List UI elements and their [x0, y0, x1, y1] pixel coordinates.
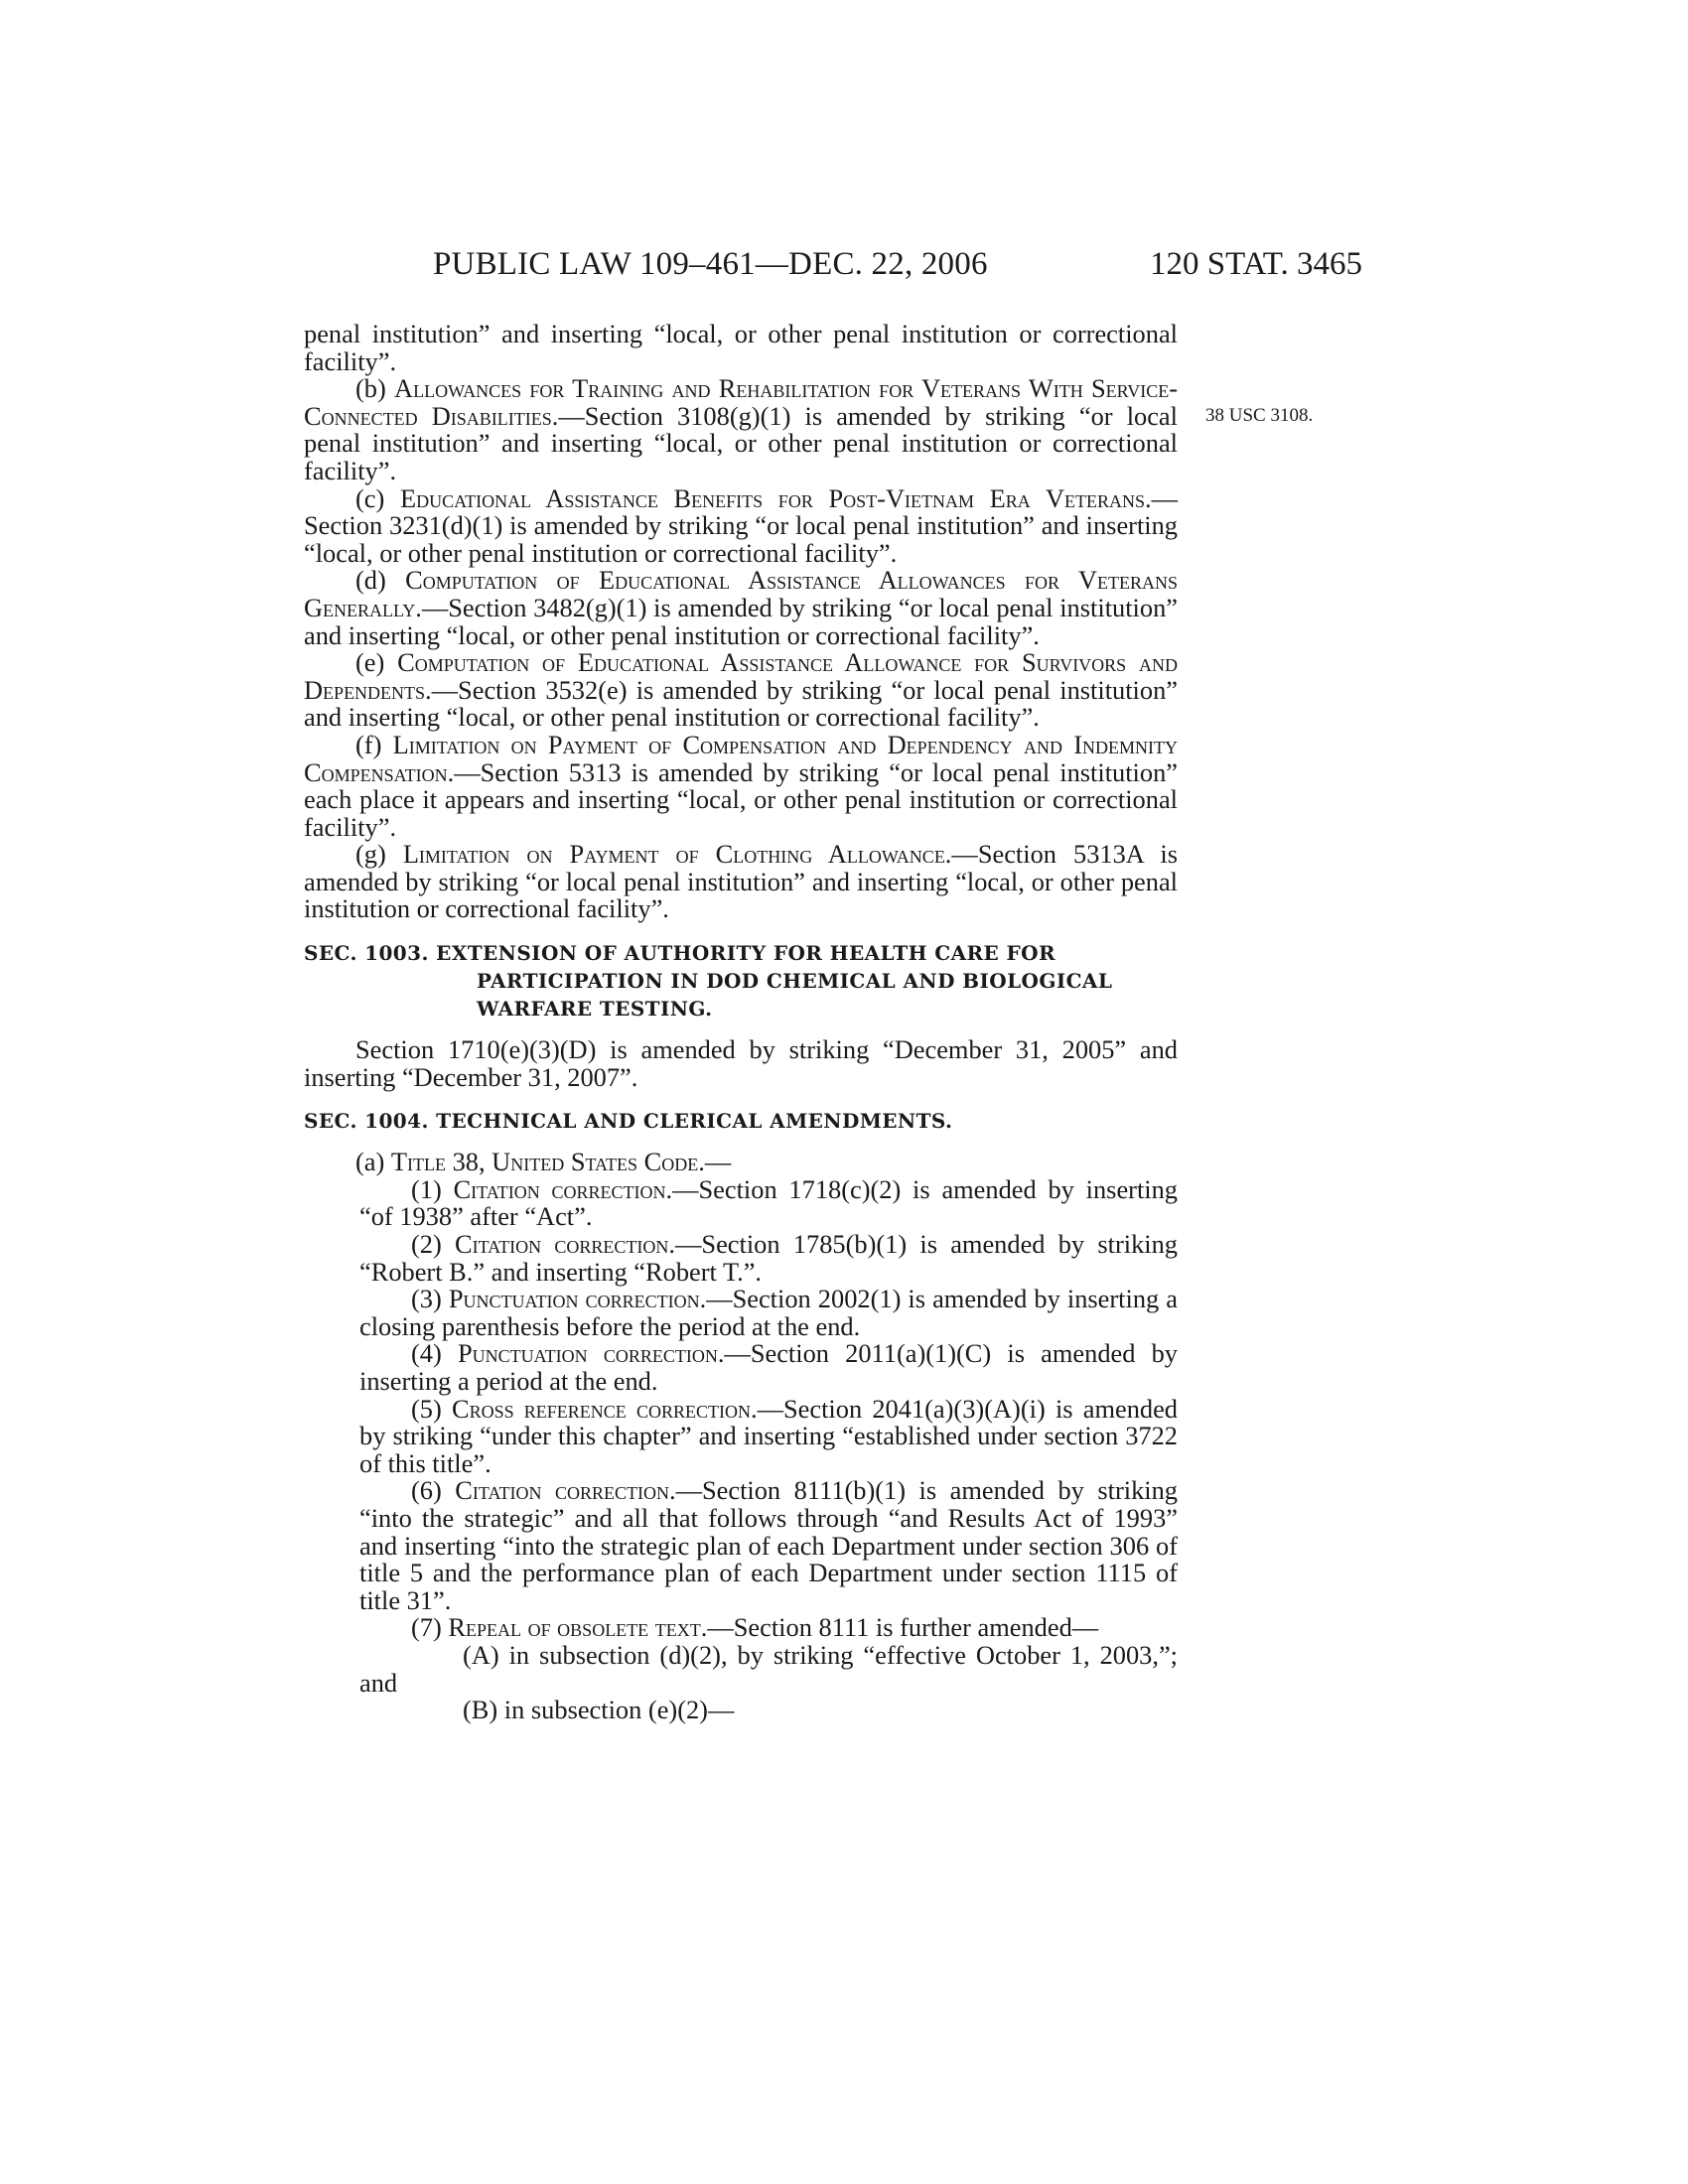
paragraph-heading: Citation correction.	[453, 1173, 673, 1204]
running-header-title: PUBLIC LAW 109–461—DEC. 22, 2006	[433, 246, 988, 282]
paragraph-lead: (g)	[355, 839, 403, 870]
paragraph-heading: Educational Assistance Benefits for Post-Vietnam Era Veterans.	[399, 482, 1152, 513]
paragraph-text: —Section 3532(e) is amended by striking “or local penal institution” and inserting “local, or other penal institution or correctional facility”.	[304, 674, 1178, 733]
paragraph-heading: Limitation on Payment of Compensation and Dependency and Indemnity Compensation.	[304, 729, 1179, 787]
paragraph-2	[304, 1231, 1178, 1286]
paragraph-d	[304, 567, 1178, 649]
paragraph-5	[304, 1393, 1178, 1478]
paragraph-heading: Limitation on Payment of Clothing Allowance.	[402, 839, 952, 870]
subsection-text: —	[704, 1147, 732, 1177]
paragraph-text: —Section 1718(c)(2) is amended by inserting “of 1938” after “Act”.	[359, 1173, 1179, 1232]
paragraph-g	[304, 841, 1178, 923]
subsection-a	[304, 1149, 1178, 1176]
paragraph-text: —Section 2002(1) is amended by inserting a closing parenthesis before the period at the end.	[359, 1284, 1178, 1341]
paragraph-lead: (3)	[411, 1284, 449, 1314]
paragraph-lead: (1)	[411, 1173, 454, 1204]
paragraph-6	[304, 1477, 1178, 1614]
paragraph-lead: (6)	[411, 1475, 456, 1506]
paragraph-text: —Section 8111(b)(1) is amended by striking “into the strategic” and all that follows through “and Results Act of 1993” and inserting “into the strategic plan of each Department under section 306 of title 5 and the performance plan of each Department under section 1115 of title 31”.	[359, 1475, 1179, 1615]
paragraph-lead: (f)	[355, 729, 393, 759]
subsection-lead: (a)	[355, 1147, 391, 1177]
paragraph-text: —Section 3108(g)(1) is amended by striking “or local penal institution” and inserting “local, or other penal institution or correctional facility”.	[304, 400, 1178, 485]
paragraph-lead: (5)	[411, 1393, 452, 1424]
paragraph-lead: (7)	[411, 1612, 449, 1643]
paragraph-lead: (d)	[355, 565, 406, 596]
paragraph-e	[304, 649, 1178, 732]
paragraph-lead: (b)	[355, 373, 395, 404]
paragraph-text: —Section 5313 is amended by striking “or local penal institution” each place it appears and inserting “local, or other penal institution or correctional facility”.	[304, 756, 1178, 842]
paragraph-text: —Section 2011(a)(1)(C) is amended by inserting a period at the end.	[359, 1338, 1178, 1396]
paragraph-c	[304, 482, 1178, 568]
paragraph-3	[304, 1286, 1178, 1340]
margin-citation-note: 38 USC 3108.	[1205, 405, 1314, 426]
paragraph-b	[304, 375, 1178, 484]
paragraph-heading: Computation of Educational Assistance Allowance for Survivors and Dependents.	[304, 647, 1178, 705]
section-1003-text: Section 1710(e)(3)(D) is amended by striking “December 31, 2005” and inserting “December 31, 2007”.	[304, 1034, 1178, 1092]
paragraph-heading: Allowances for Training and Rehabilitation for Veterans With Service-Connected Disabilities.	[304, 373, 1178, 431]
paragraph-heading: Computation of Educational Assistance Allowances for Veterans Generally.	[304, 565, 1178, 622]
paragraph-text: —Section 5313A is amended by striking “or local penal institution” and inserting “local, or other penal institution or correctional facility”.	[304, 839, 1179, 924]
paragraph-1	[304, 1173, 1179, 1232]
paragraph-heading: Cross reference correction.	[451, 1393, 758, 1424]
paragraph-heading: Punctuation correction.	[457, 1338, 725, 1369]
paragraph-text: —Section 2041(a)(3)(A)(i) is amended by striking “under this chapter” and inserting “established under section 3722 of this title”.	[359, 1393, 1178, 1478]
section-1004-heading: SEC. 1004. TECHNICAL AND CLERICAL AMENDMENTS.	[304, 1109, 953, 1134]
paragraph-lead: (4)	[411, 1338, 458, 1369]
running-header-page-number: 120 STAT. 3465	[1150, 246, 1363, 282]
paragraph-continuation	[304, 321, 1178, 375]
paragraph-text: —Section 3482(g)(1) is amended by striking “or local penal institution” and inserting “local, or other penal institution or correctional facility”.	[304, 592, 1178, 650]
paragraph-lead: (e)	[355, 647, 398, 678]
paragraph-text: —Section 3231(d)(1) is amended by striking “or local penal institution” and inserting “local, or other penal institution or correctional facility”.	[304, 482, 1178, 568]
paragraph-heading: Citation correction.	[455, 1475, 676, 1506]
paragraph-lead: (c)	[355, 482, 400, 513]
paragraph-heading: Repeal of obsolete text.	[448, 1612, 708, 1643]
paragraph-text: penal institution” and inserting “local, or other penal institution or correctional facility”.	[304, 319, 1178, 376]
section-1003-heading: SEC. 1003. EXTENSION OF AUTHORITY FOR HEALTH CARE FOR PARTICIPATION IN DOD CHEMICAL AND BIOLOGICAL WARFARE TESTING.	[304, 941, 1113, 1022]
paragraph-4	[304, 1340, 1178, 1395]
paragraph-lead: (2)	[411, 1229, 456, 1260]
subparagraph-B: (B) in subsection (e)(2)—	[463, 1695, 735, 1725]
paragraph-text: —Section 1785(b)(1) is amended by striking “Robert B.” and inserting “Robert T.”.	[359, 1229, 1178, 1287]
paragraph-heading: Citation correction.	[455, 1229, 676, 1260]
body-text	[304, 321, 1178, 1724]
paragraph-text: —Section 8111 is further amended—	[707, 1612, 1099, 1643]
subsection-heading: Title 38, United States Code.	[390, 1147, 705, 1177]
paragraph-heading: Punctuation correction.	[448, 1284, 707, 1314]
subparagraph-A: (A) in subsection (d)(2), by striking “effective October 1, 2003,”; and	[359, 1639, 1178, 1698]
paragraph-f	[304, 729, 1179, 842]
paragraph-7	[304, 1614, 1178, 1642]
